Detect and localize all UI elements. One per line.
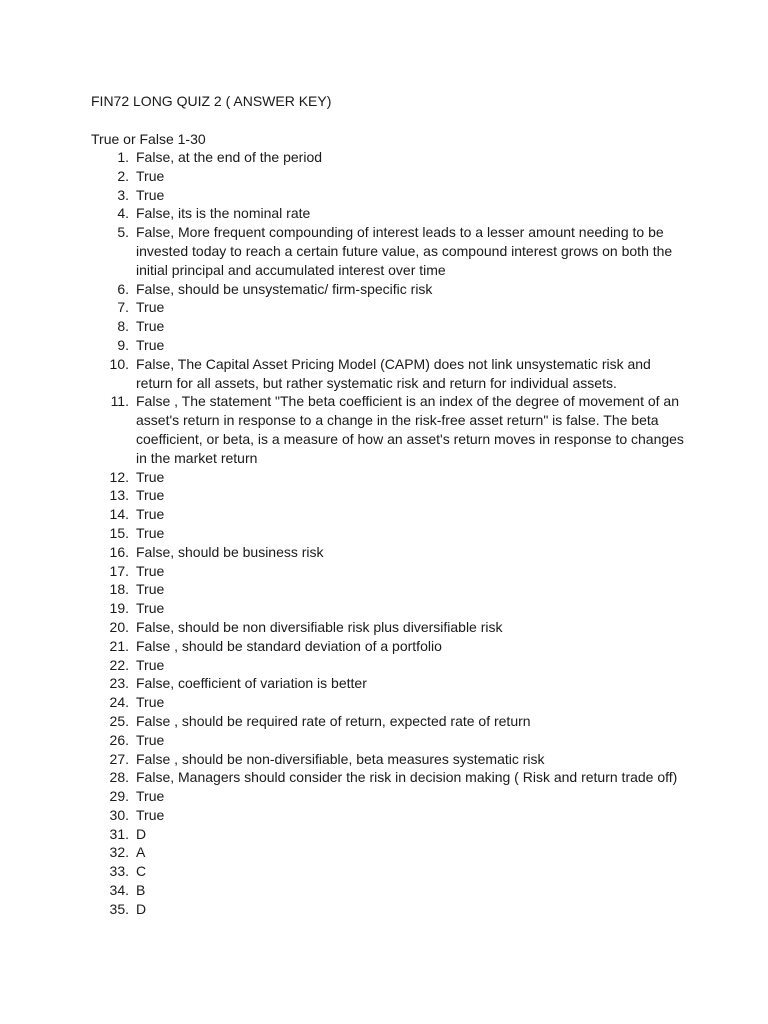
list-item [91, 167, 691, 186]
item-answer: False, More frequent compounding of interest leads to a lesser amount needing to be invested today to reach a certain future value, as compound interest grows on both the initial principal and accumulated interest over time [136, 224, 673, 278]
item-number: 27. [109, 750, 129, 767]
item-number: 12. [109, 468, 129, 485]
item-answer: True [136, 694, 165, 711]
item-answer: True [136, 581, 165, 598]
list-item [91, 900, 691, 919]
item-number: 16. [109, 543, 129, 560]
item-number: 11. [110, 393, 129, 410]
item-number: 22. [109, 656, 129, 673]
item-answer: False , should be standard deviation of a portfolio [136, 637, 442, 654]
item-number: 35. [109, 900, 129, 917]
item-number: 5. [117, 224, 129, 241]
item-answer: True [136, 600, 165, 617]
item-answer: False, its is the nominal rate [136, 205, 311, 222]
item-number: 28. [109, 769, 129, 786]
item-answer: C [136, 863, 147, 880]
item-answer: D [136, 900, 147, 917]
item-number: 25. [109, 712, 129, 729]
list-item [91, 543, 691, 562]
item-answer: False , should be non-diversifiable, beta measures systematic risk [136, 750, 545, 767]
item-answer: True [136, 524, 165, 541]
item-number: 1. [117, 149, 129, 165]
item-answer: True [136, 468, 165, 485]
item-number: 3. [117, 186, 129, 203]
item-number: 32. [109, 844, 129, 861]
answer-list [91, 148, 691, 919]
item-number: 26. [109, 731, 129, 748]
item-number: 23. [109, 675, 129, 692]
list-item [91, 674, 691, 693]
list-item [91, 336, 691, 355]
item-answer: False, at the end of the period [136, 149, 323, 165]
item-number: 33. [109, 863, 129, 880]
list-item [91, 524, 691, 543]
item-answer: False, should be non diversifiable risk plus diversifiable risk [136, 618, 503, 635]
item-answer: False, should be business risk [136, 543, 324, 560]
item-number: 8. [117, 318, 129, 335]
item-answer: True [136, 731, 165, 748]
list-item [91, 862, 691, 881]
list-item [91, 298, 691, 317]
list-item [91, 843, 691, 862]
item-answer: True [136, 318, 165, 335]
section-heading: True or False 1-30 [91, 131, 206, 147]
item-number: 10. [109, 355, 129, 372]
list-item [91, 712, 691, 731]
list-item [91, 186, 691, 205]
item-answer: False, The Capital Asset Pricing Model (CAPM) does not link unsystematic risk and return for all assets, but rather systematic risk and return for individual assets. [136, 355, 651, 391]
list-item [91, 750, 691, 769]
list-item [91, 787, 691, 806]
item-number: 18. [109, 581, 129, 598]
list-item [91, 825, 691, 844]
item-number: 20. [109, 618, 129, 635]
list-item [91, 637, 691, 656]
item-answer: True [136, 562, 165, 579]
item-answer: True [136, 506, 165, 523]
item-answer: B [136, 882, 146, 899]
list-item [91, 618, 691, 637]
item-answer: True [136, 299, 165, 316]
list-item [91, 317, 691, 336]
list-item [91, 693, 691, 712]
item-answer: False , should be required rate of return, expected rate of return [136, 712, 531, 729]
list-item [91, 580, 691, 599]
item-number: 4. [117, 205, 129, 222]
item-number: 2. [117, 167, 129, 184]
item-answer: True [136, 336, 165, 353]
item-answer: True [136, 186, 165, 203]
item-answer: False, coefficient of variation is better [136, 675, 367, 692]
list-item [91, 355, 691, 393]
item-number: 6. [117, 280, 129, 297]
item-number: 13. [109, 487, 129, 504]
item-answer: True [136, 167, 165, 184]
item-number: 29. [109, 788, 129, 805]
item-number: 24. [109, 694, 129, 711]
item-answer: False, should be unsystematic/ firm-specific risk [136, 280, 433, 297]
item-number: 19. [109, 600, 129, 617]
list-item [91, 599, 691, 618]
item-answer: True [136, 656, 165, 673]
list-item [91, 468, 691, 487]
list-item [91, 881, 691, 900]
item-answer: False , The statement "The beta coefficient is an index of the degree of movement of an asset's return in response to a change in the risk-free asset return" is false. The beta coefficient, or beta, is a measure of how an asset's return moves in response to changes in the market return [136, 393, 684, 466]
item-answer: True [136, 788, 165, 805]
item-number: 14. [109, 506, 129, 523]
list-item [91, 223, 691, 279]
item-answer: True [136, 487, 165, 504]
item-answer: True [136, 806, 165, 823]
list-item [91, 806, 691, 825]
item-number: 34. [109, 882, 129, 899]
item-number: 7. [117, 299, 129, 316]
item-number: 15. [109, 524, 129, 541]
item-number: 31. [109, 825, 129, 842]
item-number: 21. [109, 637, 129, 654]
list-item [91, 731, 691, 750]
list-item [91, 656, 691, 675]
list-item [91, 562, 691, 581]
list-item [91, 204, 691, 223]
document-title: FIN72 LONG QUIZ 2 ( ANSWER KEY) [91, 93, 332, 109]
item-number: 9. [117, 336, 129, 353]
item-number: 30. [109, 806, 129, 823]
list-item [91, 148, 691, 167]
item-answer: D [136, 825, 147, 842]
list-item [91, 486, 691, 505]
list-item [91, 392, 691, 467]
list-item [91, 768, 691, 787]
item-answer: A [136, 844, 146, 861]
list-item [91, 280, 691, 299]
item-answer: False, Managers should consider the risk in decision making ( Risk and return trade off) [136, 769, 678, 786]
list-item [91, 505, 691, 524]
item-number: 17. [109, 562, 129, 579]
